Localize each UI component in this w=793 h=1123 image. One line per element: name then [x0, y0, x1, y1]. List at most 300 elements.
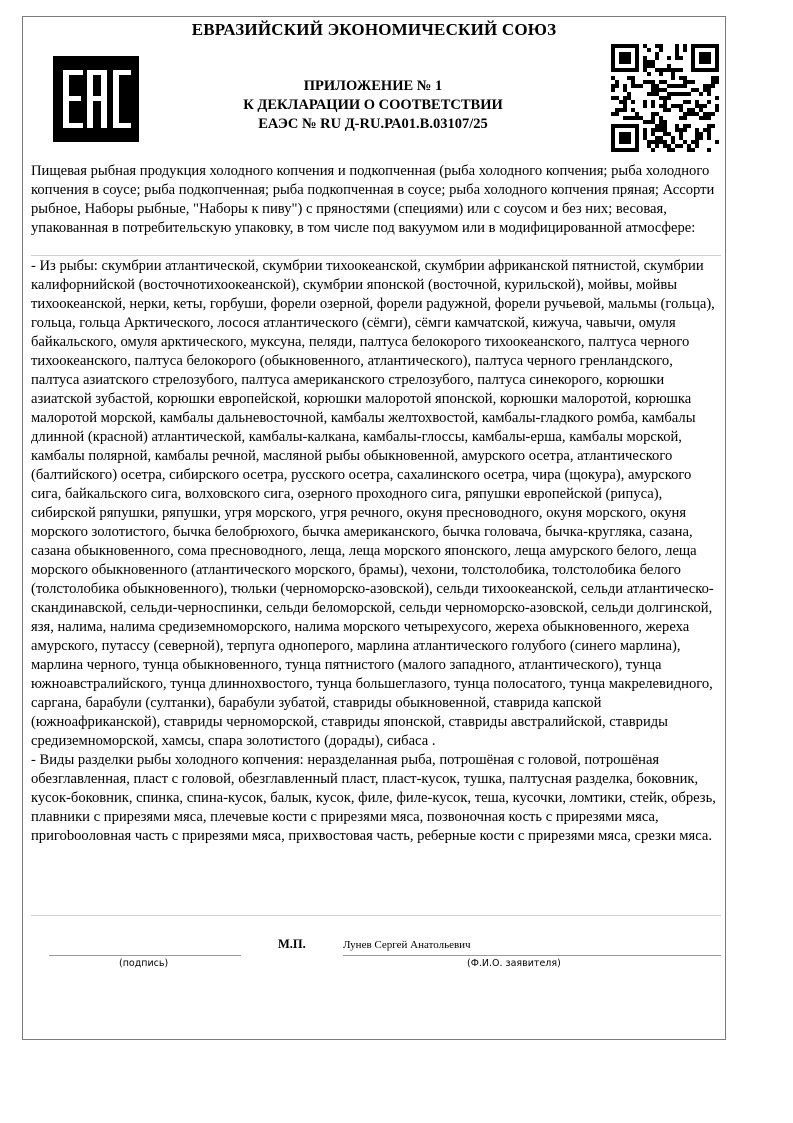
- qr-module: [663, 124, 667, 128]
- qr-module: [659, 68, 663, 72]
- qr-module: [671, 104, 675, 108]
- qr-module: [635, 64, 639, 68]
- qr-module: [651, 100, 655, 104]
- qr-module: [627, 140, 631, 144]
- qr-module: [659, 128, 663, 132]
- qr-module: [667, 96, 671, 100]
- qr-module: [691, 80, 695, 84]
- signature-line: [49, 955, 241, 956]
- qr-module: [659, 104, 663, 108]
- qr-module: [643, 68, 647, 72]
- qr-module: [631, 80, 635, 84]
- qr-module: [619, 68, 623, 72]
- qr-module: [707, 116, 711, 120]
- qr-module: [651, 104, 655, 108]
- qr-module: [703, 52, 707, 56]
- qr-module: [707, 52, 711, 56]
- qr-module: [615, 96, 619, 100]
- qr-module: [611, 148, 615, 152]
- qr-module: [667, 64, 671, 68]
- qr-module: [615, 124, 619, 128]
- qr-module: [679, 92, 683, 96]
- product-description: Пищевая рыбная продукция холодного копчения и подкопченная (рыба холодного копчения; рыба холодного копчения в соусе; рыба подкопченная; рыба подкопченная в соусе; рыба холодного копчения пряная; Ассорти рыбное, Наборы рыбные, "Наборы к пиву") с пряностями (специями) или с соусом и без них; весовая, упакованная в потребительскую упаковку, в том числе под вакуумом или в модифицированной атмосфере:: [31, 163, 715, 236]
- union-title: ЕВРАЗИЙСКИЙ ЭКОНОМИЧЕСКИЙ СОЮЗ: [191, 20, 557, 39]
- qr-code-graphic: [611, 44, 719, 152]
- qr-module: [611, 136, 615, 140]
- qr-module: [619, 140, 623, 144]
- qr-module: [623, 148, 627, 152]
- qr-module: [691, 112, 695, 116]
- qr-module: [687, 108, 691, 112]
- qr-module: [623, 108, 627, 112]
- qr-module: [627, 132, 631, 136]
- qr-module: [671, 140, 675, 144]
- qr-module: [679, 144, 683, 148]
- seal-label: М.П.: [278, 937, 306, 951]
- qr-code-icon: [611, 44, 719, 152]
- qr-module: [667, 84, 671, 88]
- qr-module: [643, 120, 647, 124]
- qr-module: [611, 144, 615, 148]
- qr-module: [707, 68, 711, 72]
- qr-module: [623, 140, 627, 144]
- qr-module: [715, 104, 719, 108]
- declaration-sheet: [22, 16, 726, 1040]
- qr-module: [647, 48, 651, 52]
- qr-module: [623, 96, 627, 100]
- qr-module: [683, 92, 687, 96]
- qr-module: [615, 44, 619, 48]
- qr-module: [711, 80, 715, 84]
- qr-module: [631, 68, 635, 72]
- qr-module: [655, 68, 659, 72]
- qr-module: [683, 48, 687, 52]
- divider: [31, 915, 721, 916]
- qr-module: [631, 44, 635, 48]
- qr-module: [699, 44, 703, 48]
- qr-module: [715, 68, 719, 72]
- qr-module: [611, 60, 615, 64]
- qr-module: [663, 96, 667, 100]
- qr-module: [647, 140, 651, 144]
- qr-module: [643, 64, 647, 68]
- qr-module: [647, 92, 651, 96]
- qr-module: [627, 68, 631, 72]
- qr-module: [695, 136, 699, 140]
- qr-module: [619, 56, 623, 60]
- qr-module: [631, 148, 635, 152]
- qr-module: [699, 108, 703, 112]
- qr-module: [695, 112, 699, 116]
- qr-module: [663, 144, 667, 148]
- qr-module: [715, 108, 719, 112]
- qr-module: [623, 84, 627, 88]
- qr-module: [691, 68, 695, 72]
- qr-module: [715, 56, 719, 60]
- qr-module: [651, 112, 655, 116]
- qr-module: [651, 116, 655, 120]
- qr-module: [627, 124, 631, 128]
- qr-module: [651, 92, 655, 96]
- qr-module: [707, 148, 711, 152]
- qr-module: [611, 64, 615, 68]
- qr-module: [627, 136, 631, 140]
- qr-module: [715, 44, 719, 48]
- qr-module: [715, 96, 719, 100]
- qr-module: [659, 120, 663, 124]
- qr-module: [667, 148, 671, 152]
- qr-module: [679, 116, 683, 120]
- qr-module: [611, 44, 615, 48]
- qr-module: [655, 52, 659, 56]
- qr-module: [631, 84, 635, 88]
- qr-module: [683, 84, 687, 88]
- qr-module: [667, 144, 671, 148]
- qr-module: [659, 136, 663, 140]
- qr-module: [675, 68, 679, 72]
- qr-module: [675, 44, 679, 48]
- qr-module: [611, 128, 615, 132]
- qr-module: [691, 88, 695, 92]
- qr-module: [611, 140, 615, 144]
- qr-module: [683, 80, 687, 84]
- qr-module: [671, 136, 675, 140]
- qr-module: [671, 92, 675, 96]
- qr-module: [655, 136, 659, 140]
- qr-module: [611, 56, 615, 60]
- qr-module: [659, 140, 663, 144]
- qr-module: [635, 60, 639, 64]
- qr-module: [635, 56, 639, 60]
- qr-module: [655, 124, 659, 128]
- appendix-heading: [183, 77, 563, 134]
- qr-module: [655, 92, 659, 96]
- qr-module: [643, 136, 647, 140]
- qr-module: [655, 112, 659, 116]
- qr-module: [667, 132, 671, 136]
- qr-module: [715, 64, 719, 68]
- qr-module: [635, 136, 639, 140]
- qr-module: [619, 52, 623, 56]
- qr-module: [635, 52, 639, 56]
- qr-module: [679, 76, 683, 80]
- qr-module: [691, 140, 695, 144]
- qr-module: [711, 68, 715, 72]
- qr-module: [627, 56, 631, 60]
- qr-module: [615, 84, 619, 88]
- qr-module: [627, 96, 631, 100]
- qr-module: [659, 72, 663, 76]
- qr-module: [635, 68, 639, 72]
- qr-module: [623, 88, 627, 92]
- qr-module: [655, 84, 659, 88]
- qr-module: [631, 100, 635, 104]
- qr-module: [703, 56, 707, 60]
- qr-module: [687, 148, 691, 152]
- qr-module: [715, 52, 719, 56]
- qr-module: [631, 108, 635, 112]
- qr-module: [667, 92, 671, 96]
- qr-module: [619, 148, 623, 152]
- qr-module: [651, 140, 655, 144]
- qr-module: [615, 80, 619, 84]
- qr-module: [655, 88, 659, 92]
- qr-module: [695, 68, 699, 72]
- qr-module: [703, 68, 707, 72]
- qr-module: [683, 128, 687, 132]
- qr-module: [651, 88, 655, 92]
- qr-module: [627, 44, 631, 48]
- qr-module: [619, 136, 623, 140]
- qr-module: [699, 136, 703, 140]
- qr-module: [631, 116, 635, 120]
- qr-module: [655, 56, 659, 60]
- qr-module: [611, 68, 615, 72]
- qr-module: [635, 128, 639, 132]
- qr-module: [679, 56, 683, 60]
- appendix-title: ПРИЛОЖЕНИЕ № 1: [303, 78, 443, 94]
- qr-module: [699, 116, 703, 120]
- qr-module: [691, 64, 695, 68]
- qr-module: [671, 84, 675, 88]
- qr-module: [615, 68, 619, 72]
- qr-module: [711, 44, 715, 48]
- qr-module: [703, 84, 707, 88]
- divider: [31, 255, 721, 256]
- qr-module: [715, 60, 719, 64]
- qr-module: [651, 128, 655, 132]
- qr-module: [683, 112, 687, 116]
- qr-module: [679, 132, 683, 136]
- qr-module: [683, 116, 687, 120]
- qr-module: [611, 88, 615, 92]
- qr-module: [687, 124, 691, 128]
- qr-module: [707, 100, 711, 104]
- qr-module: [611, 124, 615, 128]
- qr-module: [647, 120, 651, 124]
- appendix-subtitle: К ДЕКЛАРАЦИИ О СООТВЕТСТВИИ: [243, 97, 503, 113]
- qr-module: [623, 68, 627, 72]
- qr-module: [695, 104, 699, 108]
- qr-module: [667, 56, 671, 60]
- qr-module: [635, 140, 639, 144]
- eac-logo-icon: [53, 56, 139, 142]
- qr-module: [635, 48, 639, 52]
- declaration-number: ЕАЭС № RU Д-RU.РА01.В.03107/25: [258, 116, 488, 132]
- cut-types-paragraph: - Виды разделки рыбы холодного копчения: неразделанная рыба, потрошёная с головой, потрошёная обезглавленная, пласт с головой, обезглавленный пласт, пласт-кусок, тушка, палтусная разделка, боковник, кусок-боковник, спинка, спина-кусок, балык, кусок, филе, филе-кусок, теша, кусочки, ломтики, стейк, обрезь, плавники с прирезями мяса, плечевые кости с прирезями мяса, позвоночная кость с прирезями мяса, пригоbooловная часть с прирезями мяса, прихвостовая часть, реберные кости с прирезями мяса, срезки мяса.: [31, 752, 716, 844]
- qr-module: [643, 80, 647, 84]
- qr-module: [643, 44, 647, 48]
- qr-module: [635, 124, 639, 128]
- qr-module: [707, 84, 711, 88]
- qr-module: [623, 100, 627, 104]
- qr-module: [699, 92, 703, 96]
- qr-module: [635, 132, 639, 136]
- qr-module: [703, 88, 707, 92]
- qr-module: [683, 44, 687, 48]
- qr-module: [627, 116, 631, 120]
- qr-module: [691, 44, 695, 48]
- qr-module: [679, 108, 683, 112]
- qr-module: [663, 120, 667, 124]
- qr-module: [663, 128, 667, 132]
- qr-module: [683, 140, 687, 144]
- qr-module: [703, 104, 707, 108]
- qr-module: [623, 124, 627, 128]
- qr-module: [691, 48, 695, 52]
- qr-module: [707, 92, 711, 96]
- qr-module: [675, 84, 679, 88]
- qr-module: [671, 68, 675, 72]
- qr-module: [675, 104, 679, 108]
- qr-module: [659, 96, 663, 100]
- qr-module: [691, 56, 695, 60]
- qr-module: [647, 64, 651, 68]
- qr-module: [707, 88, 711, 92]
- qr-module: [651, 84, 655, 88]
- qr-module: [643, 60, 647, 64]
- qr-module: [647, 72, 651, 76]
- qr-module: [623, 132, 627, 136]
- qr-module: [619, 60, 623, 64]
- qr-module: [699, 52, 703, 56]
- qr-module: [691, 108, 695, 112]
- qr-module: [659, 44, 663, 48]
- qr-module: [619, 132, 623, 136]
- fish-species-list: [31, 257, 719, 846]
- qr-module: [663, 140, 667, 144]
- qr-module: [619, 108, 623, 112]
- qr-module: [631, 124, 635, 128]
- qr-module: [703, 60, 707, 64]
- qr-module: [667, 108, 671, 112]
- qr-module: [663, 68, 667, 72]
- qr-module: [695, 144, 699, 148]
- qr-module: [707, 112, 711, 116]
- qr-module: [715, 76, 719, 80]
- qr-module: [639, 84, 643, 88]
- qr-module: [667, 68, 671, 72]
- qr-module: [655, 140, 659, 144]
- qr-module: [691, 52, 695, 56]
- signature-caption: (подпись): [119, 958, 169, 969]
- qr-module: [623, 104, 627, 108]
- qr-module: [623, 116, 627, 120]
- qr-module: [707, 60, 711, 64]
- qr-module: [683, 76, 687, 80]
- qr-module: [623, 60, 627, 64]
- qr-module: [695, 100, 699, 104]
- qr-module: [647, 80, 651, 84]
- qr-module: [627, 76, 631, 80]
- qr-module: [651, 64, 655, 68]
- qr-module: [659, 124, 663, 128]
- qr-module: [611, 76, 615, 80]
- qr-module: [707, 128, 711, 132]
- qr-module: [695, 132, 699, 136]
- qr-module: [651, 132, 655, 136]
- qr-module: [619, 44, 623, 48]
- qr-module: [611, 52, 615, 56]
- qr-module: [679, 68, 683, 72]
- qr-module: [663, 88, 667, 92]
- qr-module: [623, 44, 627, 48]
- qr-module: [627, 60, 631, 64]
- qr-module: [639, 116, 643, 120]
- name-caption: (Ф.И.О. заявителя): [467, 958, 561, 969]
- qr-module: [655, 128, 659, 132]
- qr-module: [615, 148, 619, 152]
- qr-module: [703, 128, 707, 132]
- qr-module: [643, 104, 647, 108]
- qr-module: [651, 60, 655, 64]
- qr-module: [679, 136, 683, 140]
- qr-module: [619, 100, 623, 104]
- qr-module: [699, 132, 703, 136]
- qr-module: [635, 84, 639, 88]
- qr-module: [715, 80, 719, 84]
- qr-module: [695, 88, 699, 92]
- name-line: [343, 955, 721, 956]
- qr-module: [711, 112, 715, 116]
- qr-module: [699, 56, 703, 60]
- qr-module: [711, 76, 715, 80]
- qr-module: [707, 44, 711, 48]
- qr-module: [711, 84, 715, 88]
- applicant-name: Лунев Сергей Анатольевич: [343, 939, 471, 951]
- qr-module: [699, 60, 703, 64]
- qr-module: [611, 84, 615, 88]
- qr-module: [663, 80, 667, 84]
- qr-module: [663, 104, 667, 108]
- qr-module: [675, 128, 679, 132]
- qr-module: [695, 128, 699, 132]
- qr-module: [651, 148, 655, 152]
- qr-module: [687, 100, 691, 104]
- qr-module: [699, 68, 703, 72]
- qr-module: [623, 52, 627, 56]
- qr-module: [675, 144, 679, 148]
- qr-module: [627, 148, 631, 152]
- qr-module: [691, 60, 695, 64]
- qr-module: [683, 124, 687, 128]
- qr-module: [707, 132, 711, 136]
- qr-module: [707, 124, 711, 128]
- qr-module: [679, 128, 683, 132]
- qr-module: [635, 44, 639, 48]
- qr-module: [623, 136, 627, 140]
- qr-module: [687, 112, 691, 116]
- qr-module: [611, 96, 615, 100]
- qr-module: [691, 148, 695, 152]
- qr-module: [675, 56, 679, 60]
- qr-module: [663, 132, 667, 136]
- qr-module: [671, 72, 675, 76]
- qr-module: [675, 52, 679, 56]
- qr-module: [675, 92, 679, 96]
- qr-module: [703, 112, 707, 116]
- eac-logo-graphic: [53, 56, 139, 142]
- qr-module: [643, 128, 647, 132]
- qr-module: [635, 116, 639, 120]
- qr-module: [635, 148, 639, 152]
- qr-module: [699, 104, 703, 108]
- fish-list-paragraph: - Из рыбы: скумбрии атлантической, скумбрии тихоокеанской, скумбрии африканской пятнистой, скумбрии калифорнийской (восточнотихоокеанской), скумбрии японской (восточной, курильской), мойвы, мойвы тихоокеанской, нерки, кеты, горбуши, форели озерной, форели радужной, форели ручьевой, мальмы (гольца), гольца, гольца Арктического, лосося атлантического (сёмги), сёмги камчатской, кижуча, чавычи, омуля байкальского, омуля арктического, муксуна, пеляди, палтуса белокорого тихоокеанского, палтуса черного тихоокеанского, палтуса белокорого (обыкновенного, атлантического), палтуса черного гренландского, палтуса азиатского стрелозубого, палтуса американского стрелозубого, палтуса синекорого, корюшки азиатской зубастой, корюшки европейской, корюшки малоротой японской, корюшки малоротой, корюшка малоротой морской, камбалы дальневосточной, камбалы желтохвостой, камбалы-гладкого ромба, камбалы длинной (красной) атлантической, камбалы-калкана, камбалы-глоссы, камбалы-ерша, камбалы морской, камбалы полярной, камбалы речной, масляной рыбы обыкновенной, амурского осетра, атлантического (балтийского) осетра, сибирского осетра, русского осетра, сахалинского осетра, чира (щокура), амурского сига, байкальского сига, волховского сига, озерного проходного сига, ряпушки европейской (рипуса), сибирской ряпушки, ряпушки, угря морского, угря речного, окуня пресноводного, окуня морского, окуня морского золотистого, бычка белобрюхого, бычка американского, бычка головача, бычка-кругляка, сазана, сазана обыкновенного, сома пресноводного, леща, леща морского японского, леща амурского белого, леща морского обыкновенного (атлантического морского, брамы), чехони, толстолобика, толстолобика белого (толстолобика обыкновенного), тюльки (черноморско-азовской), сельди тихоокеанской, сельди атлантическо-скандинавской, сельди-черноспинки, сельди беломорской, сельди черноморско-азовской, сельди долгинской, язя, налима, налима средиземноморского, налима морского четырехусого, жереха обыкновенного, жереха амурского, путассу (северной), терпуга одноперого, марлина атлантического голубого (синего марлина), марлина черного, тунца обыкновенного, тунца пятнистого (малого западного, атлантического), тунца южноавстралийского, тунца длиннохвостого, тунца большеглазого, тунца полосатого, тунца макрелевидного, саргана, барабули (султанки), барабули зубатой, ставриды обыкновенной, ставрида капской (южноафриканской), ставриды черноморской, ставриды японской, ставриды австралийской, ставриды средиземноморской, хамсы, спара золотистого (дорады), сибаса .: [31, 258, 715, 749]
- qr-module: [651, 120, 655, 124]
- qr-module: [679, 84, 683, 88]
- qr-module: [655, 144, 659, 148]
- qr-module: [655, 44, 659, 48]
